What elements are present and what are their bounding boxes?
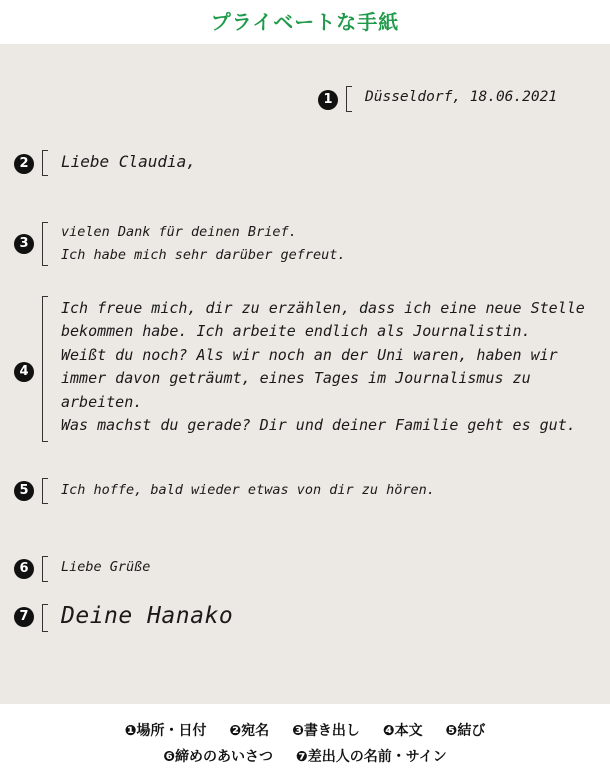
marker-5-badge: 5 [14, 481, 34, 501]
bracket-7 [42, 604, 48, 632]
body-line: Ich freue mich, dir zu erzählen, dass ich eine neue Stelle [61, 299, 585, 317]
body-line: arbeiten. [61, 392, 143, 411]
regards-line: Liebe Grüße [61, 559, 151, 575]
page-title: プライベートな手紙 [210, 10, 400, 34]
marker-4-badge: 4 [14, 362, 34, 382]
opening-line: vielen Dank für deinen Brief. [61, 224, 297, 240]
body-text [61, 297, 585, 437]
bracket-2 [42, 150, 48, 176]
bracket-5 [42, 478, 48, 504]
opening-lines [61, 221, 345, 267]
legend-item: ❺結び [445, 723, 486, 739]
marker-7-badge: 7 [14, 607, 34, 627]
legend-item: ❹本文 [382, 723, 423, 739]
legend-item: ❶場所・日付 [124, 723, 207, 739]
legend-item: ❻締めのあいさつ [163, 749, 274, 765]
legend-item: ❸書き出し [292, 723, 360, 739]
legend-item: ❷宛名 [229, 723, 270, 739]
body-line: immer davon geträumt, eines Tages im Journalismus zu [61, 369, 531, 388]
body-line: Was machst du gerade? Dir und deiner Familie geht es gut. [61, 416, 576, 435]
legend-line-1 [0, 720, 610, 740]
bracket-1 [346, 86, 352, 112]
marker-3-badge: 3 [14, 234, 34, 254]
marker-6-badge: 6 [14, 559, 34, 579]
body-line: Weißt du noch? Als wir noch an der Uni waren, haben wir [61, 345, 558, 364]
bracket-6 [42, 556, 48, 582]
salutation: Liebe Claudia, [61, 152, 196, 171]
marker-1-badge: 1 [318, 90, 338, 110]
signature: Deine Hanako [61, 603, 234, 629]
legend-item: ❼差出人の名前・サイン [295, 749, 447, 765]
legend-line-2 [0, 746, 610, 766]
closing-line: Ich hoffe, bald wieder etwas von dir zu hören. [61, 482, 435, 498]
bracket-3 [42, 222, 48, 266]
place-date: Düsseldorf, 18.06.2021 [365, 89, 558, 105]
body-line: bekommen habe. Ich arbeite endlich als Journalistin. [61, 322, 531, 341]
letter-paper [0, 44, 610, 704]
opening-line: Ich habe mich sehr darüber gefreut. [61, 247, 346, 263]
marker-2-badge: 2 [14, 154, 34, 174]
bracket-4 [42, 296, 48, 442]
